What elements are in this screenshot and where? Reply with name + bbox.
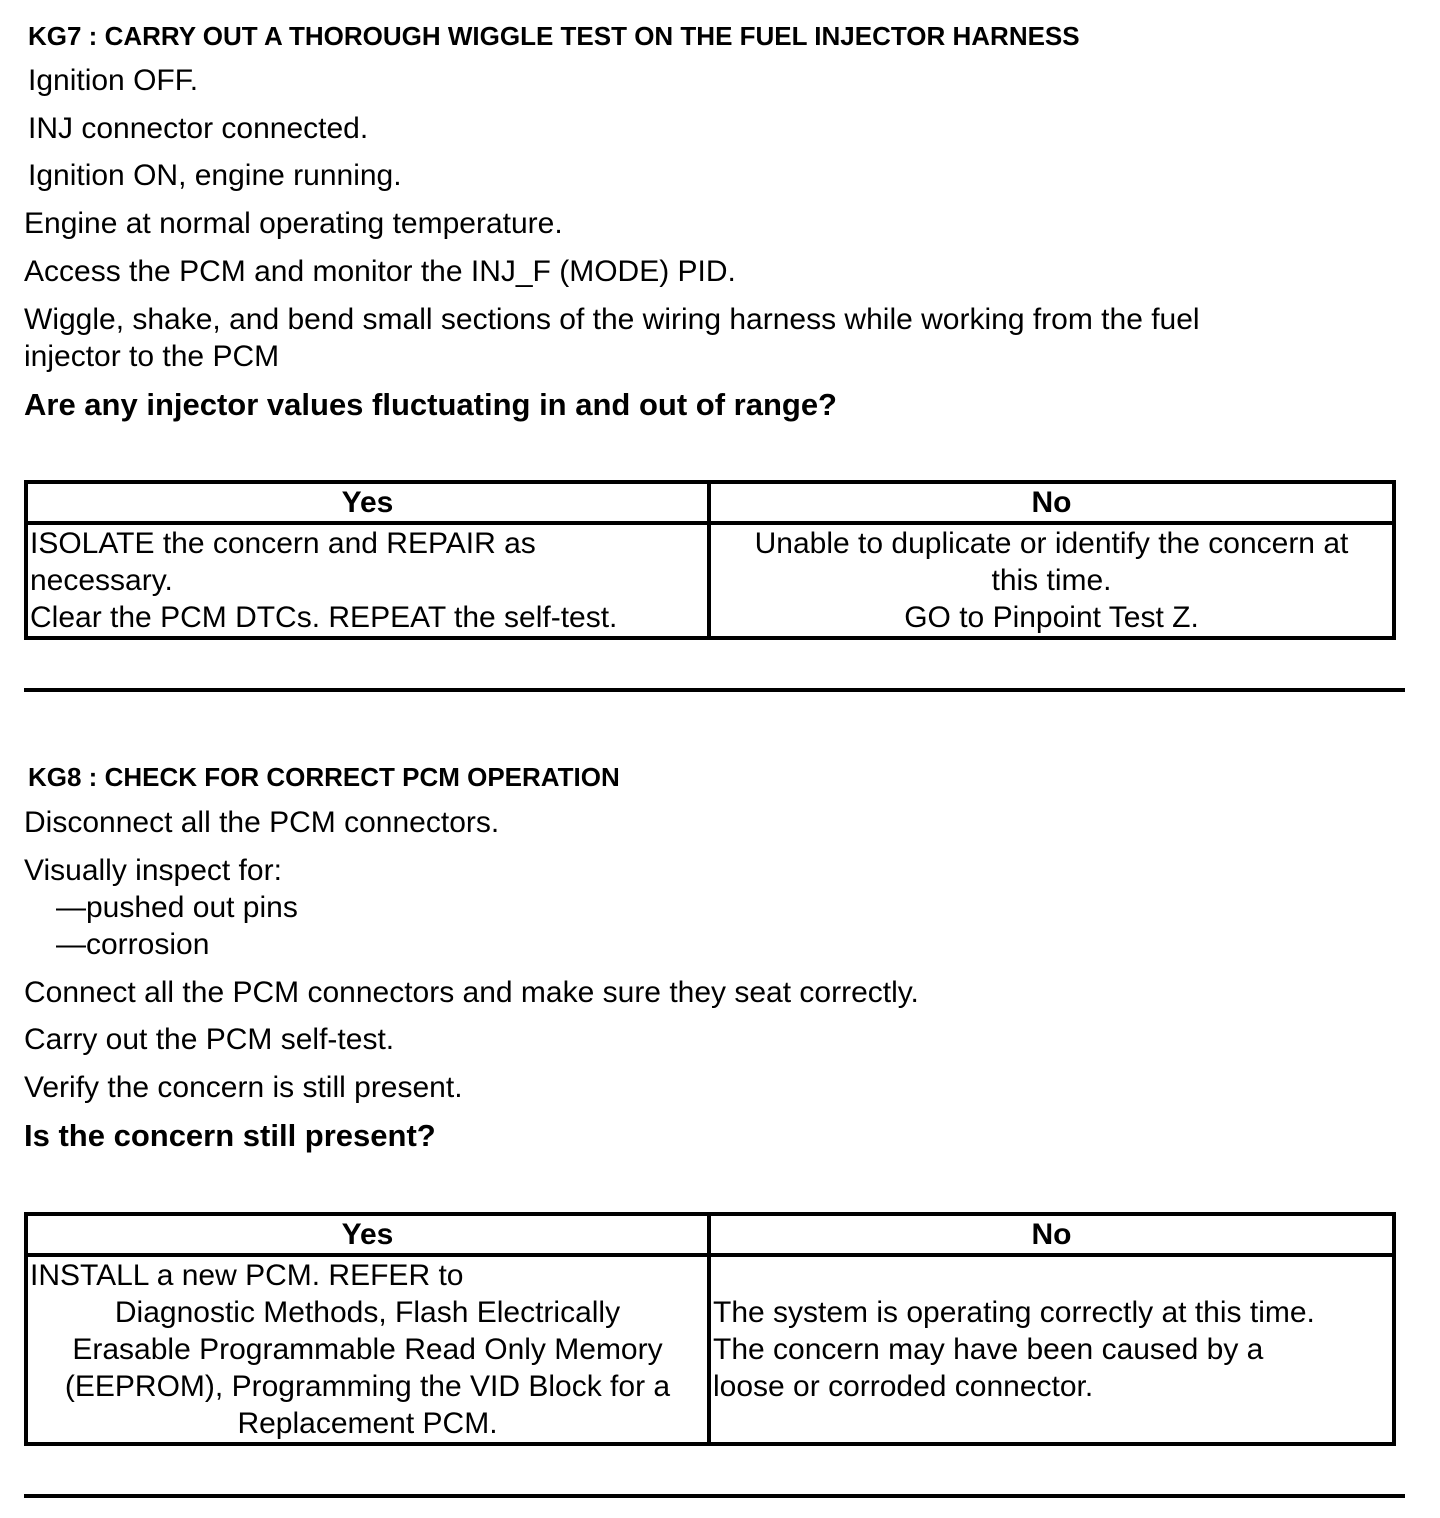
kg7-step-ignition-on: Ignition ON, engine running. (28, 159, 402, 192)
section-divider (24, 1494, 1405, 1498)
kg7-no-line: this time. (991, 564, 1112, 597)
kg8-step-verify: Verify the concern is still present. (24, 1071, 463, 1104)
kg8-yes-line: Diagnostic Methods, Flash Electrically (114, 1296, 621, 1329)
kg8-step-corrosion: —corrosion (56, 928, 210, 961)
kg8-table-header-row (26, 1214, 1394, 1255)
kg8-question: Is the concern still present? (24, 1118, 436, 1153)
kg7-step-wiggle-line1: Wiggle, shake, and bend small sections of the wiring harness while working from the fuel (24, 303, 1200, 336)
kg7-yes-header: Yes (26, 482, 709, 523)
kg8-yes-cell (26, 1255, 709, 1444)
kg8-no-header: No (709, 1214, 1394, 1255)
kg8-step-disconnect: Disconnect all the PCM connectors. (24, 806, 500, 839)
kg8-no-cell (709, 1255, 1394, 1444)
kg8-table-body-row (26, 1255, 1394, 1444)
kg7-heading: KG7 : CARRY OUT A THOROUGH WIGGLE TEST ON THE FUEL INJECTOR HARNESS (28, 21, 1080, 51)
kg7-yes-no-table (24, 480, 1396, 640)
kg7-step-ignition-off: Ignition OFF. (28, 64, 199, 97)
kg7-yes-line: necessary. (30, 564, 173, 597)
kg7-no-header: No (709, 482, 1394, 523)
kg7-no-cell (709, 523, 1394, 638)
kg7-table-header-row (26, 482, 1394, 523)
kg7-table-body-row (26, 523, 1394, 638)
kg8-heading: KG8 : CHECK FOR CORRECT PCM OPERATION (28, 762, 620, 792)
kg8-yes-line: Replacement PCM. (237, 1407, 498, 1440)
kg7-no-line: Unable to duplicate or identify the concern at (754, 527, 1349, 560)
section-divider (24, 688, 1405, 692)
kg8-step-pushed-out-pins: —pushed out pins (56, 891, 298, 924)
kg8-yes-header: Yes (26, 1214, 709, 1255)
kg8-step-self-test: Carry out the PCM self-test. (24, 1023, 395, 1056)
kg7-question: Are any injector values fluctuating in and out of range? (24, 387, 837, 422)
kg7-step-engine-temp: Engine at normal operating temperature. (24, 207, 563, 240)
kg7-yes-line: ISOLATE the concern and REPAIR as (30, 527, 536, 560)
kg7-no-line: GO to Pinpoint Test Z. (904, 601, 1199, 634)
kg8-step-connect: Connect all the PCM connectors and make sure they seat correctly. (24, 976, 919, 1009)
kg8-no-line: loose or corroded connector. (713, 1370, 1094, 1403)
kg8-yes-line: (EEPROM), Programming the VID Block for a (64, 1370, 671, 1403)
kg7-step-inj-connector: INJ connector connected. (28, 112, 369, 145)
kg7-yes-line: Clear the PCM DTCs. REPEAT the self-test. (30, 601, 618, 634)
kg7-step-wiggle-line2: injector to the PCM (24, 340, 280, 373)
kg8-yes-no-table (24, 1212, 1396, 1446)
kg8-no-line: The concern may have been caused by a (713, 1333, 1264, 1366)
kg7-step-access-pcm: Access the PCM and monitor the INJ_F (MODE) PID. (24, 255, 736, 288)
kg8-step-visual-inspect: Visually inspect for: (24, 854, 282, 887)
kg7-yes-cell (26, 523, 709, 638)
kg8-no-line: The system is operating correctly at this time. (713, 1296, 1315, 1329)
kg8-yes-line: Erasable Programmable Read Only Memory (72, 1333, 663, 1366)
kg8-yes-line: INSTALL a new PCM. REFER to (30, 1259, 464, 1292)
